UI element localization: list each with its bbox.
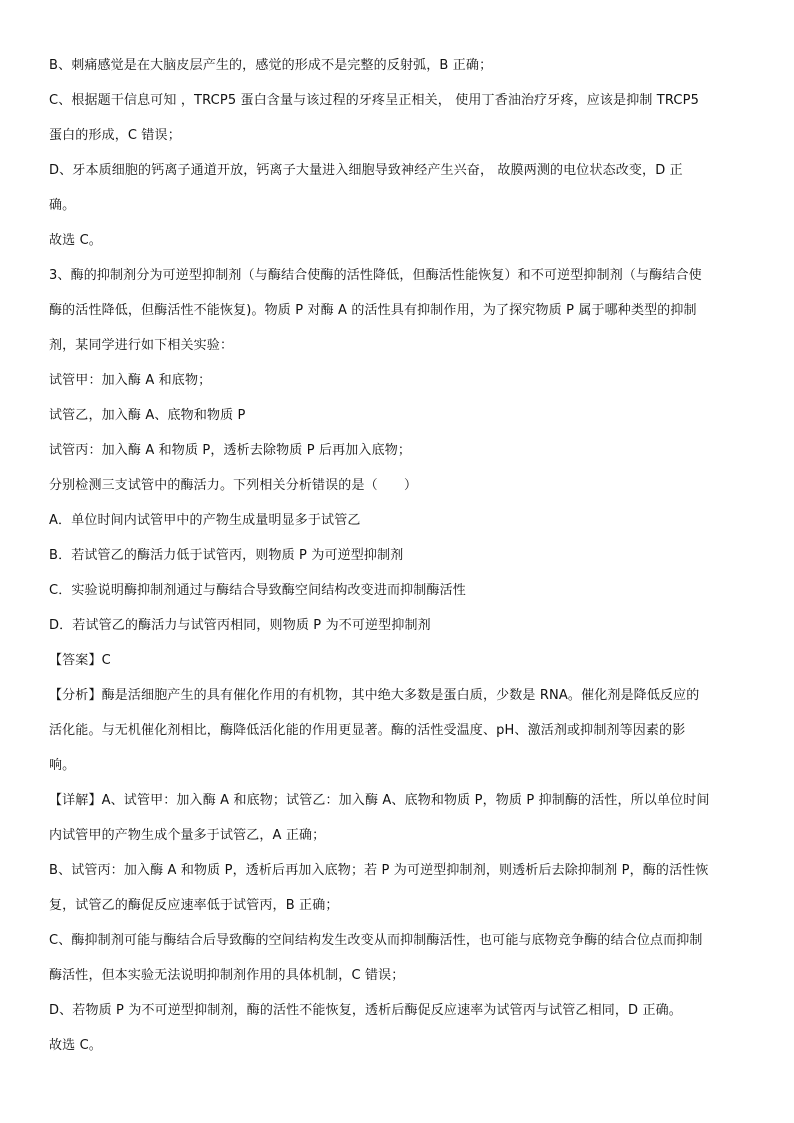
text-line: C、根据题干信息可知 ，TRCP5 蛋白含量与该过程的牙疼呈正相关， 使用丁香油治疗牙疼，应该是抑制 TRCP5 xyxy=(49,93,700,108)
analysis-line: 响。 xyxy=(49,758,76,773)
text-line: 蛋白的形成，C 错误； xyxy=(49,128,181,143)
question-prompt: 分别检测三支试管中的酶活力。下列相关分析错误的是（ ） xyxy=(49,478,418,493)
text-line: 确。 xyxy=(49,198,76,213)
option-a: A．单位时间内试管甲中的产物生成量明显多于试管乙 xyxy=(49,513,361,528)
experiment-line: 试管乙，加入酶 A、底物和物质 P xyxy=(49,408,246,423)
experiment-line: 试管丙：加入酶 A 和物质 P，透析去除物质 P 后再加入底物； xyxy=(49,443,412,458)
explanation-line: 复，试管乙的酶促反应速率低于试管丙，B 正确； xyxy=(49,898,339,913)
explanation-line: C、酶抑制剂可能与酶结合后导致酶的空间结构发生改变从而抑制酶活性，也可能与底物竞争酶的结合位点而抑制 xyxy=(49,933,703,948)
explanation-line: 内试管甲的产物生成个量多于试管乙，A 正确； xyxy=(49,828,326,843)
question-stem: 剂，某同学进行如下相关实验： xyxy=(49,338,234,353)
explanation-line: B、试管丙：加入酶 A 和物质 P，透析后再加入底物；若 P 为可逆型抑制剂，则透析后去除抑制剂 P，酶的活性恢 xyxy=(49,863,709,878)
option-b: B．若试管乙的酶活力低于试管丙，则物质 P 为可逆型抑制剂 xyxy=(49,548,404,563)
option-d: D．若试管乙的酶活力与试管丙相同，则物质 P 为不可逆型抑制剂 xyxy=(49,618,431,633)
conclusion-line: 故选 C。 xyxy=(49,1038,102,1053)
explanation-line: 【详解】A、试管甲：加入酶 A 和底物；试管乙：加入酶 A、底物和物质 P，物质 P 抑制酶的活性，所以单位时间 xyxy=(49,793,710,808)
explanation-line: 酶活性，但本实验无法说明抑制剂作用的具体机制，C 错误； xyxy=(49,968,405,983)
option-c: C．实验说明酶抑制剂通过与酶结合导致酶空间结构改变进而抑制酶活性 xyxy=(49,583,466,598)
question-stem: 3、酶的抑制剂分为可逆型抑制剂（与酶结合使酶的活性降低，但酶活性能恢复）和不可逆型抑制剂（与酶结合使 xyxy=(49,268,702,283)
analysis-line: 活化能。与无机催化剂相比，酶降低活化能的作用更显著。酶的活性受温度、pH、激活剂或抑制剂等因素的影 xyxy=(49,723,686,738)
text-line: 故选 C。 xyxy=(49,233,102,248)
question-stem: 酶的活性降低，但酶活性不能恢复)。物质 P 对酶 A 的活性具有抑制作用，为了探究物质 P 属于哪种类型的抑制 xyxy=(49,303,697,318)
analysis-line: 【分析】酶是活细胞产生的具有催化作用的有机物，其中绝大多数是蛋白质，少数是 RNA。催化剂是降低反应的 xyxy=(49,688,700,703)
text-line: D、牙本质细胞的钙离子通道开放，钙离子大量进入细胞导致神经产生兴奋， 故膜两测的电位状态改变，D 正 xyxy=(49,163,683,178)
text-line: B、刺痛感觉是在大脑皮层产生的，感觉的形成不是完整的反射弧，B 正确； xyxy=(49,58,493,73)
explanation-line: D、若物质 P 为不可逆型抑制剂，酶的活性不能恢复，透析后酶促反应速率为试管丙与试管乙相同，D 正确。 xyxy=(49,1003,682,1018)
answer-line: 【答案】C xyxy=(49,653,111,668)
experiment-line: 试管甲：加入酶 A 和底物； xyxy=(49,373,212,388)
